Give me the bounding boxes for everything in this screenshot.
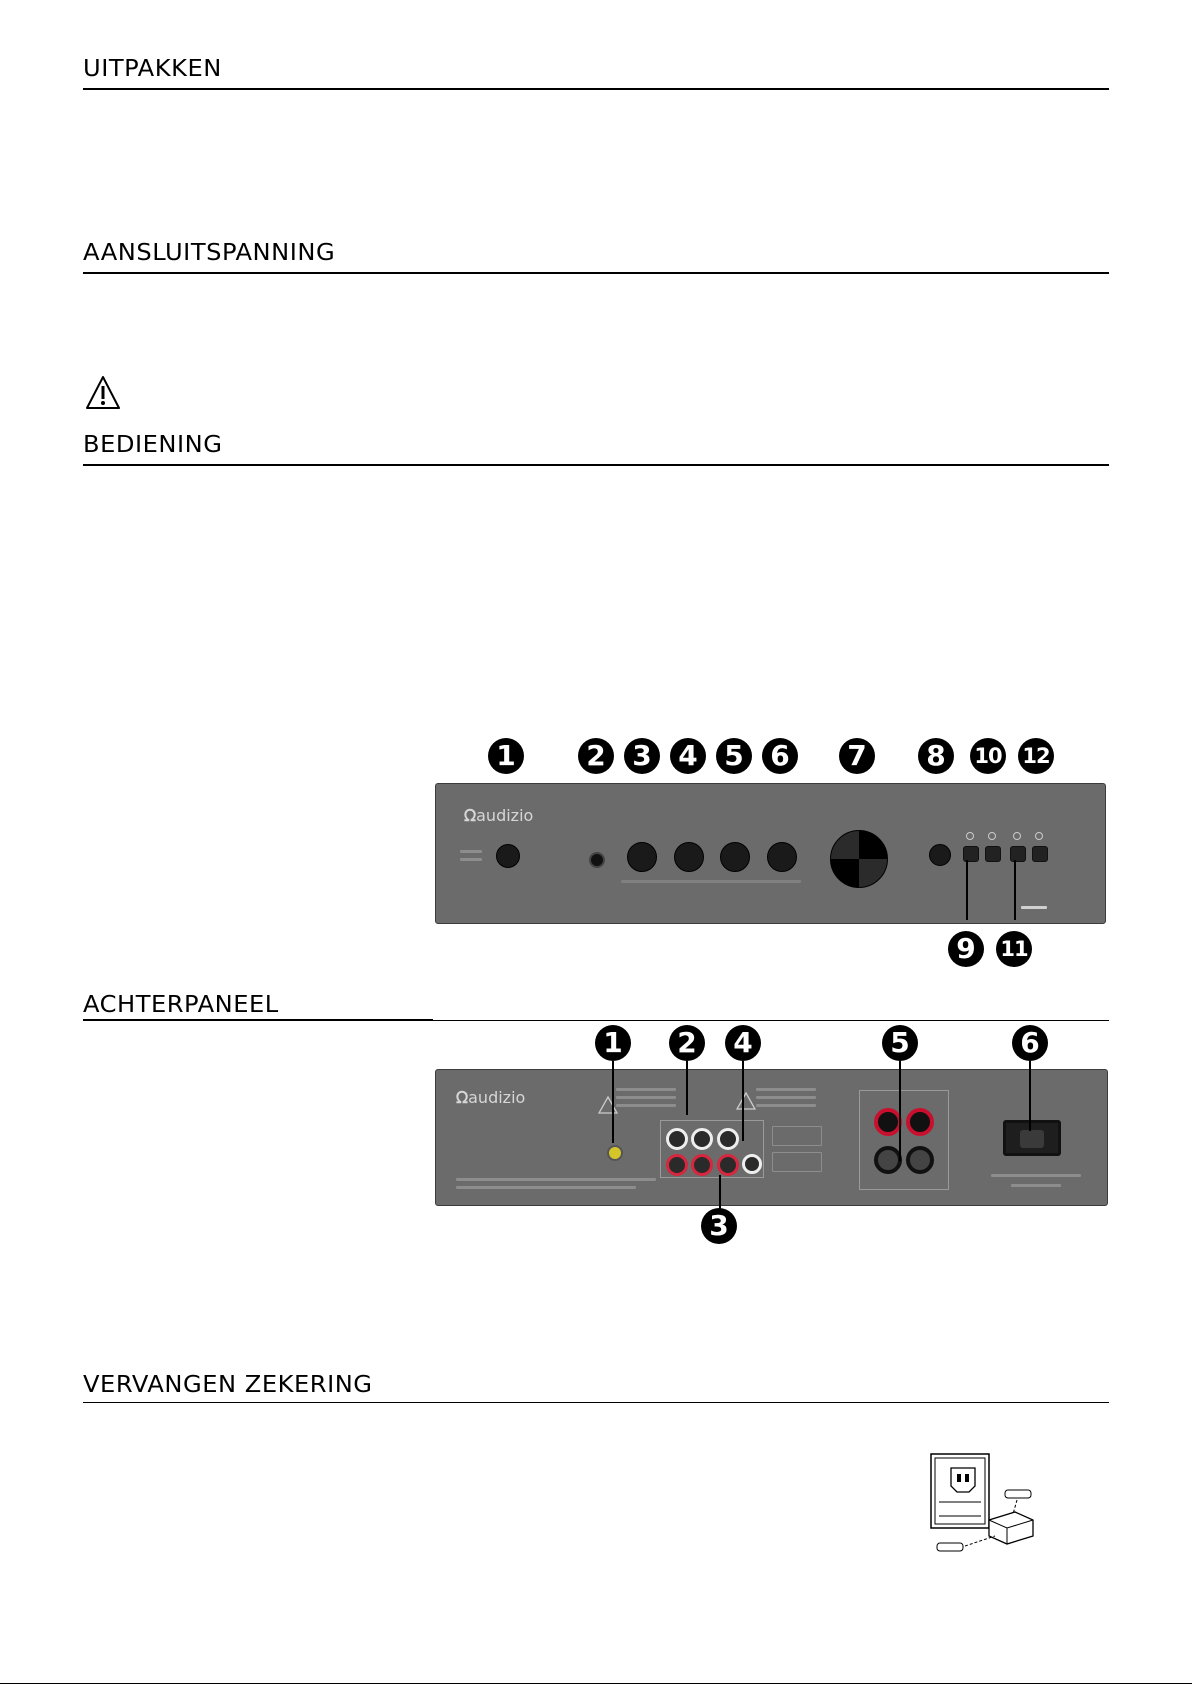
callout-12: 12 [1018, 738, 1054, 774]
section-rule [83, 1402, 1109, 1403]
section-rule [433, 1020, 1109, 1021]
front-panel-figure [433, 735, 1106, 970]
rca-jack [691, 1154, 713, 1176]
callout-3: 3 [701, 1208, 737, 1244]
section-unpacking [83, 56, 1109, 90]
callout-5: 5 [716, 738, 752, 774]
source-button [985, 846, 1001, 862]
rating-text [1011, 1184, 1061, 1187]
volume-knob [830, 830, 888, 888]
warning-triangle-icon [85, 375, 121, 415]
balance-knob [767, 842, 797, 872]
callout-leader [719, 1175, 721, 1209]
callout-10: 10 [970, 738, 1006, 774]
power-switch-label [460, 850, 482, 861]
treble-knob [627, 842, 657, 872]
warning-triangle-icon [736, 1092, 756, 1114]
callout-6: 6 [762, 738, 798, 774]
address-text [456, 1178, 656, 1181]
rca-jack [742, 1154, 762, 1174]
section-rule [83, 1019, 433, 1021]
rca-jack [691, 1128, 713, 1150]
speaker-terminal [906, 1108, 934, 1136]
front-panel [435, 783, 1106, 924]
fuse-replacement-diagram [925, 1450, 1050, 1560]
callout-7: 7 [839, 738, 875, 774]
indicator-led [1013, 832, 1021, 840]
section-title: BEDIENING [83, 432, 223, 458]
certification-marks [772, 1126, 822, 1146]
callout-5: 5 [882, 1025, 918, 1061]
footer-rule [0, 1683, 1192, 1684]
callout-leader [1014, 860, 1016, 920]
callout-3: 3 [624, 738, 660, 774]
brand-logo: ᘯaudizio [464, 806, 534, 825]
speaker-terminal [906, 1146, 934, 1174]
section-fuse [83, 1372, 1109, 1406]
caution-text [756, 1096, 816, 1099]
callout-2: 2 [669, 1025, 705, 1061]
section-title: UITPAKKEN [83, 56, 222, 82]
caution-text [616, 1088, 676, 1091]
callout-4: 4 [670, 738, 706, 774]
section-rear [83, 992, 1109, 1026]
caution-text [756, 1104, 816, 1107]
warning-triangle-icon [598, 1096, 618, 1118]
section-rule [83, 464, 1109, 466]
callout-11: 11 [996, 931, 1032, 967]
callout-leader [899, 1061, 901, 1161]
power-knob [496, 844, 520, 868]
caution-text [616, 1096, 676, 1099]
callout-leader [966, 860, 968, 920]
callout-leader [742, 1061, 744, 1141]
mid-knob [674, 842, 704, 872]
section-voltage [83, 240, 1109, 274]
callout-6: 6 [1012, 1025, 1048, 1061]
certification-marks [772, 1152, 822, 1172]
source-button [1010, 846, 1026, 862]
section-rule [83, 272, 1109, 274]
power-inlet [1003, 1120, 1061, 1156]
rca-jack [717, 1128, 739, 1150]
section-operation [83, 432, 1109, 466]
headphone-jack [589, 852, 605, 868]
section-title: VERVANGEN ZEKERING [83, 1372, 373, 1398]
bass-knob [720, 842, 750, 872]
indicator-led [966, 832, 974, 840]
model-label [1021, 906, 1047, 909]
section-title: ACHTERPANEEL [83, 992, 279, 1018]
brand-logo: ᘯaudizio [456, 1088, 526, 1107]
callout-1: 1 [595, 1025, 631, 1061]
speaker-terminal [874, 1108, 902, 1136]
caution-text [616, 1104, 676, 1107]
rca-jack [666, 1128, 688, 1150]
speaker-terminal [874, 1146, 902, 1174]
callout-leader [1029, 1061, 1031, 1131]
callout-9: 9 [948, 931, 984, 967]
speaker-output-block [859, 1090, 949, 1190]
address-text [456, 1186, 636, 1189]
indicator-led [988, 832, 996, 840]
rca-jack [666, 1154, 688, 1176]
trigger-jack [607, 1145, 623, 1161]
ir-sensor [929, 844, 951, 866]
rear-panel-figure [433, 1025, 1108, 1250]
knob-scale-marks [621, 880, 801, 883]
callout-leader [686, 1061, 688, 1115]
callout-2: 2 [578, 738, 614, 774]
rear-panel [435, 1069, 1108, 1206]
rating-text [991, 1174, 1081, 1177]
indicator-led [1035, 832, 1043, 840]
callout-8: 8 [918, 738, 954, 774]
rca-jack [717, 1154, 739, 1176]
callout-1: 1 [488, 738, 524, 774]
section-rule [83, 88, 1109, 90]
caution-text [756, 1088, 816, 1091]
source-button [1032, 846, 1048, 862]
callout-4: 4 [725, 1025, 761, 1061]
callout-leader [612, 1061, 614, 1143]
section-title: AANSLUITSPANNING [83, 240, 336, 266]
